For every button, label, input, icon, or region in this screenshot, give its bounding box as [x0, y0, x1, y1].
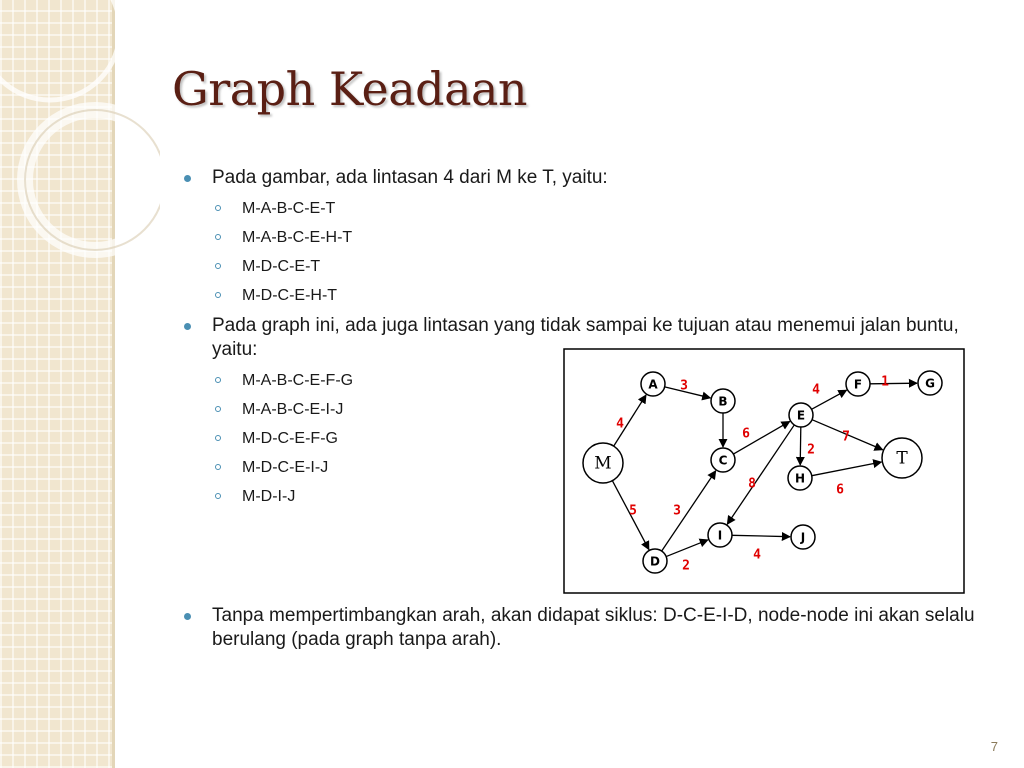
node-label-d: D	[650, 554, 660, 569]
sub-item	[182, 194, 992, 223]
edge-weight-h-t: 6	[836, 482, 844, 498]
sub-item-text: M-D-C-E-T	[242, 258, 321, 275]
sub-bullet-ring	[215, 377, 221, 383]
sub-bullet-ring	[215, 435, 221, 441]
sub-item	[182, 223, 992, 252]
decorative-ring-top	[0, 0, 120, 100]
bullet-text: Pada graph ini, ada juga lintasan yang tidak sampai ke tujuan atau menemui jalan buntu, yaitu:	[212, 315, 959, 360]
state-graph-diagram	[563, 348, 965, 594]
sub-item	[182, 252, 992, 281]
edge-f-g	[870, 383, 917, 384]
sub-bullet-ring	[215, 205, 221, 211]
sub-item	[182, 281, 992, 310]
edge-weight-m-d: 5	[629, 503, 637, 519]
node-label-t: T	[896, 448, 908, 469]
node-label-g: G	[925, 376, 935, 391]
node-label-e: E	[796, 408, 806, 423]
page-number: 7	[990, 739, 998, 754]
sub-bullet-ring	[215, 464, 221, 470]
sub-bullet-ring	[215, 292, 221, 298]
sub-bullet-ring	[215, 234, 221, 240]
sub-item-text: M-D-C-E-I-J	[242, 459, 329, 476]
sub-item-text: M-A-B-C-E-F-G	[242, 372, 354, 389]
edge-weight-f-g: 1	[881, 374, 889, 390]
edge-weight-d-c: 3	[673, 503, 681, 519]
bullet-dot	[184, 613, 191, 620]
edge-weight-a-b: 3	[680, 378, 688, 394]
bullet-dot	[184, 175, 191, 182]
sub-list	[182, 194, 992, 310]
sub-item-text: M-A-B-C-E-T	[242, 200, 336, 217]
bullet-text: Pada gambar, ada lintasan 4 dari M ke T, yaitu:	[212, 167, 608, 188]
bullet-dot	[184, 323, 191, 330]
node-label-f: F	[853, 377, 863, 392]
edge-weight-e-t: 7	[842, 429, 850, 445]
bullet-item	[182, 166, 992, 190]
node-label-j: J	[800, 530, 806, 545]
sub-item-text: M-D-C-E-F-G	[242, 430, 338, 447]
edge-weight-m-a: 4	[616, 416, 624, 432]
sub-item-text: M-A-B-C-E-H-T	[242, 229, 353, 246]
sub-item-text: M-D-I-J	[242, 488, 296, 505]
edge-weight-i-j: 4	[753, 547, 761, 563]
slide-title: Graph Keadaan	[172, 62, 528, 116]
sub-item-text: M-A-B-C-E-I-J	[242, 401, 344, 418]
node-label-i: I	[717, 528, 723, 543]
node-label-h: H	[794, 471, 806, 486]
sub-bullet-ring	[215, 406, 221, 412]
edge-weight-e-f: 4	[812, 382, 820, 398]
node-label-a: A	[648, 377, 658, 392]
bullet-item	[182, 604, 992, 656]
bullet-text: Tanpa mempertimbangkan arah, akan didapat siklus: D-C-E-I-D, node-node ini akan selalu berulang (pada graph tanpa arah).	[212, 605, 975, 650]
sub-bullet-ring	[215, 493, 221, 499]
sub-item-text: M-D-C-E-H-T	[242, 287, 338, 304]
edge-weight-e-i: 8	[748, 476, 756, 492]
decorative-circles	[0, 0, 160, 260]
edge-weight-e-h: 2	[807, 442, 815, 458]
edge-weight-b-c: 6	[742, 426, 750, 442]
node-label-b: B	[718, 394, 728, 409]
edge-weight-d-i: 2	[682, 558, 690, 574]
sub-bullet-ring	[215, 263, 221, 269]
node-label-m: M	[594, 453, 612, 474]
edge-e-h	[800, 427, 801, 465]
bullet-row	[182, 604, 992, 652]
node-label-c: C	[718, 453, 728, 468]
